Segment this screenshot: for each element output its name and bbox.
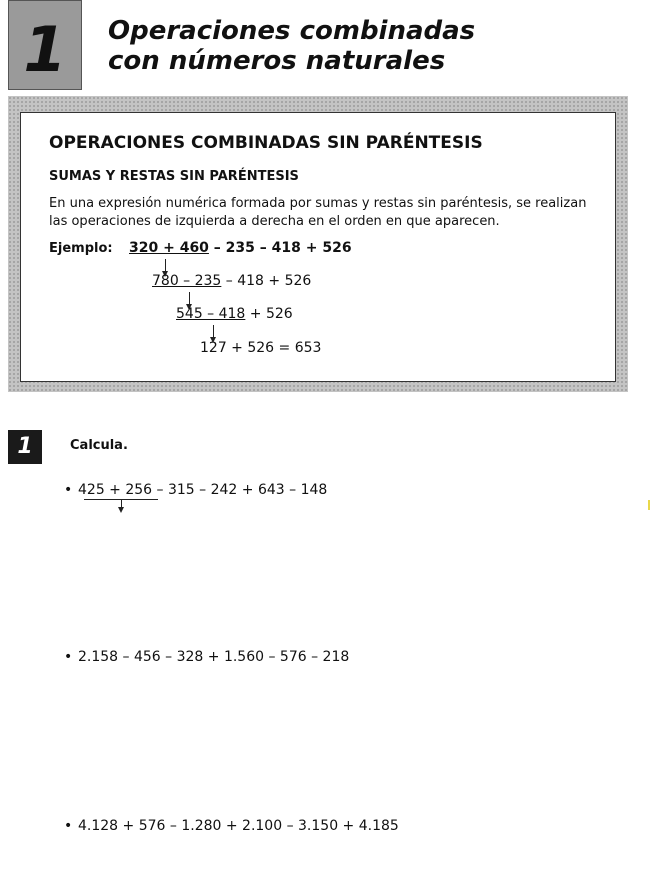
exercise-item-2 (64, 649, 349, 665)
exercise-number-box (8, 430, 42, 464)
theory-panel (20, 112, 616, 382)
exercise-item-3-expression: 4.128 + 576 – 1.280 + 2.100 – 3.150 + 4.185 (78, 818, 399, 834)
example-step-1-operation: 320 + 460 (129, 240, 209, 256)
example-step-2-operation: 780 – 235 (152, 273, 222, 289)
example-step-2-rest: – 418 + 526 (221, 273, 312, 289)
exercise-item-1-rest: – 315 – 242 + 643 – 148 (152, 482, 328, 498)
example-step-3-rest: + 526 (245, 306, 293, 322)
exercise-number: 1 (17, 434, 33, 459)
chapter-number-box (8, 0, 82, 90)
example-step-4: 127 + 526 = 653 (200, 340, 322, 356)
example-step-3-operation: 545 – 418 (176, 306, 246, 322)
example-step-1-rest: – 235 – 418 + 526 (208, 240, 352, 256)
exercise-item-1-first-operation: 425 + 256 (78, 482, 153, 498)
exercise-item-1-arrow (121, 500, 122, 508)
highlighter-mark (648, 500, 650, 510)
example-arrow-1 (165, 259, 166, 272)
bullet-dot: • (64, 818, 73, 834)
panel-explanation: En una expresión numérica formada por sumas y restas sin paréntesis, se realizan las operaciones de izquierda a derecha en el orden en que aparecen. (49, 196, 587, 229)
example-arrow-3 (213, 325, 214, 338)
bullet-dot: • (64, 482, 73, 498)
chapter-title-line1: Operaciones combinadas (108, 16, 476, 46)
chapter-title (108, 16, 475, 76)
chapter-number: 1 (23, 13, 67, 86)
example-label: Ejemplo: (49, 241, 113, 256)
example-step-3 (176, 306, 293, 322)
exercise-instruction: Calcula. (70, 438, 128, 453)
panel-subheading: SUMAS Y RESTAS SIN PARÉNTESIS (49, 169, 299, 184)
exercise-item-3 (64, 818, 399, 834)
bullet-dot: • (64, 649, 73, 665)
exercise-item-2-expression: 2.158 – 456 – 328 + 1.560 – 576 – 218 (78, 649, 350, 665)
example-step-2 (152, 273, 311, 289)
panel-heading: OPERACIONES COMBINADAS SIN PARÉNTESIS (49, 133, 483, 153)
example-step-1 (129, 240, 352, 256)
example-arrow-2 (189, 292, 190, 305)
chapter-title-line2: con números naturales (108, 46, 446, 76)
exercise-item-1 (64, 482, 327, 498)
